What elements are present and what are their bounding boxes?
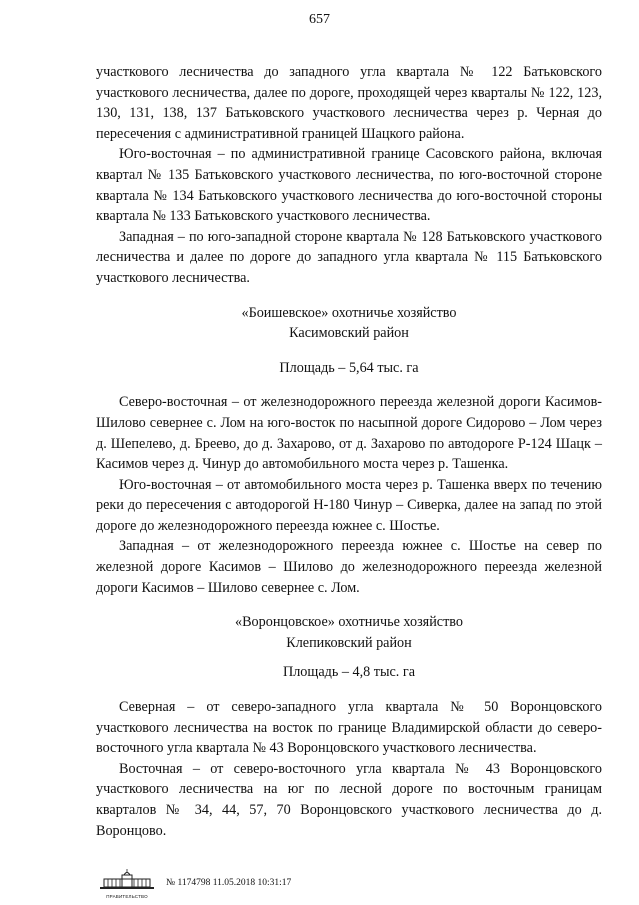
building-icon xyxy=(98,866,156,894)
intro-paragraph-1: участкового лесничества до западного угла квартала № 122 Батьковского участкового лесничества, далее по дороге, проходящей через кварталы № 122, 123, 130, 131, 138, 137 Батьковского участкового лесничества через р. Черная до пересечения с административной границей Шацкого района. xyxy=(96,64,602,142)
section-area-vorontsovskoe: Площадь – 4,8 тыс. га xyxy=(282,664,416,681)
government-logo xyxy=(98,866,156,899)
boishevskoe-paragraph-2: Юго-восточная – от автомобильного моста через р. Ташенка вверх по течению реки до пересечения с автодорогой Н-180 Чинур – Сиверка, далее на запад по этой дороге до железнодорожного переезда южнее с. Шостье. xyxy=(96,476,602,534)
document-body xyxy=(96,62,602,841)
section-area-boishevskoe: Площадь – 5,64 тыс. га xyxy=(279,359,419,376)
vorontsovskoe-paragraph-1: Северная – от северо-западного угла квартала № 50 Воронцовского участкового лесничества на восток по границе Владимирской области до северо-восточного угла квартала № 43 Воронцовского участкового лесничества. xyxy=(96,699,602,757)
document-stamp: № 1174798 11.05.2018 10:31:17 xyxy=(166,877,292,888)
section-district-vorontsovskoe: Клепиковский район xyxy=(286,634,412,651)
page-number: 657 xyxy=(309,12,330,27)
footer xyxy=(98,866,291,899)
logo-caption: ПРАВИТЕЛЬСТВО xyxy=(106,894,148,899)
section-district-boishevskoe: Касимовский район xyxy=(289,325,409,342)
section-title-boishevskoe: «Боишевское» охотничье хозяйство xyxy=(241,304,457,321)
vorontsovskoe-paragraph-2: Восточная – от северо-восточного угла квартала № 43 Воронцовского участкового лесничества на юг по лесной дороге по восточным границам кварталов № 34, 44, 57, 70 Воронцовского участкового лесничества до д. Воронцово. xyxy=(96,760,602,839)
intro-paragraph-2: Юго-восточная – по административной границе Сасовского района, включая квартал № 135 Батьковского участкового лесничества, по юго-восточной стороне квартала № 134 Батьковского участкового лесничества до юго-восточной стороны квартала № 133 Батьковского участкового лесничества. xyxy=(96,146,602,225)
boishevskoe-paragraph-3: Западная – от железнодорожного переезда южнее с. Шостье на север по железной дороге Касимов – Шилово до железнодорожного переезда железной дороги Касимов – Шилово севернее с. Лом. xyxy=(96,538,602,596)
boishevskoe-paragraph-1: Северо-восточная – от железнодорожного переезда железной дороги Касимов-Шилово севернее с. Лом на юго-восток по насыпной дороге Сидорово – Лом через д. Шепелево, д. Бреево, до д. Захарово, от д. Захарово по автодороге Р-124 Шацк – Касимов через д. Чинур до автомобильного моста через р. Ташенка. xyxy=(96,394,602,473)
intro-paragraph-3: Западная – по юго-западной стороне квартала № 128 Батьковского участкового лесничества и далее по дороге до западного угла квартала № 115 Батьковского участкового лесничества. xyxy=(96,228,602,286)
section-title-vorontsovskoe: «Воронцовское» охотничье хозяйство xyxy=(234,614,463,631)
